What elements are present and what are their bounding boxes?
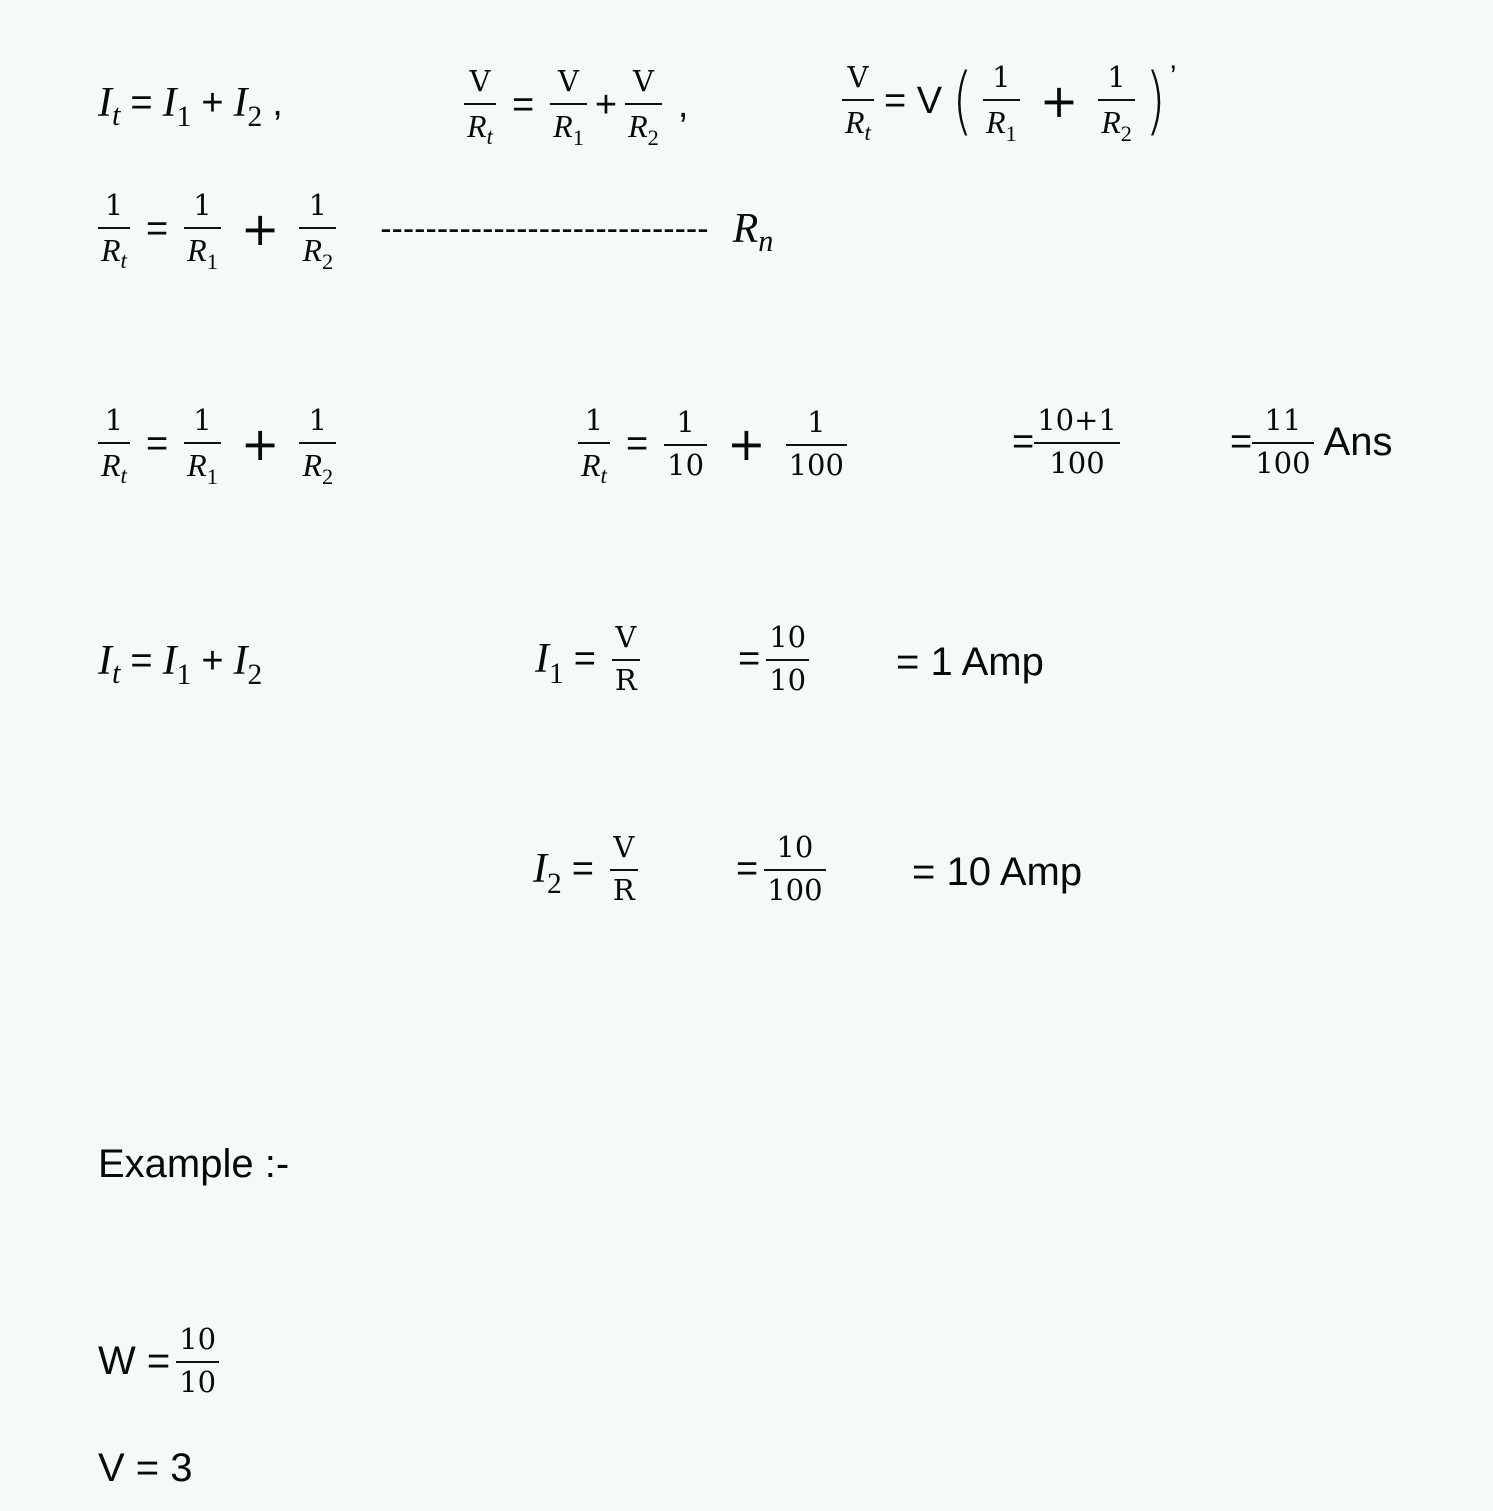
operator: = (130, 640, 153, 682)
answer-label: Ans (1323, 420, 1393, 465)
fraction: $\frac{1}{R_t}$ (578, 405, 610, 483)
operator: = (1012, 421, 1035, 464)
row1-voltage-ratio (458, 64, 698, 150)
operator: = (738, 638, 761, 681)
row5-i2-formula (533, 832, 644, 907)
row5-i2-value (736, 832, 832, 907)
operator: = (1230, 421, 1253, 464)
row4-current-sum (98, 638, 263, 692)
comma: , (677, 84, 689, 127)
row3-combined (1012, 405, 1126, 480)
row3-reciprocal-sum (92, 403, 342, 489)
row4-i1-formula (535, 622, 646, 697)
row5-i2-result (912, 852, 1082, 892)
fraction: $\frac{1}{R_2}$ (1098, 62, 1135, 140)
fraction: $\frac{1}{R_t}$ (98, 190, 130, 268)
row4-i1-value (738, 622, 815, 697)
fraction: $\frac{10+1}{100}$ (1034, 405, 1120, 480)
w-label: W = (98, 1339, 171, 1384)
operator: + (727, 417, 766, 472)
fraction: $\frac{1}{R_t}$ (98, 405, 130, 483)
fraction: $\frac{1}{R_1}$ (184, 405, 221, 483)
row2-reciprocal-sum (92, 188, 774, 274)
v-label: V = 3 (98, 1446, 193, 1490)
result-text: = 1 Amp (896, 640, 1044, 684)
fraction: $\frac{10}{10}$ (766, 622, 809, 697)
operator: = (625, 423, 649, 466)
symbol: $I_2$ (233, 80, 263, 134)
operator: + (1039, 74, 1079, 129)
operator: = (573, 638, 596, 681)
symbol: $I_1$ (162, 638, 192, 692)
fraction: $\frac{V}{R_t}$ (842, 62, 874, 140)
fraction: $\frac{V}{R_1}$ (550, 66, 587, 144)
fraction: $\frac{1}{100}$ (786, 407, 847, 482)
symbol: $I_2$ (233, 638, 263, 692)
fraction: $\frac{V}{R_t}$ (464, 66, 496, 144)
row1-factored (836, 58, 1177, 146)
symbol: $I_t$ (98, 80, 121, 133)
left-paren: ( (952, 58, 973, 145)
fraction: $\frac{1}{10}$ (664, 407, 707, 482)
fraction: $\frac{11}{100}$ (1252, 405, 1313, 480)
row4-i1-result (896, 642, 1044, 682)
fraction: $\frac{10}{10}$ (176, 1324, 219, 1399)
row3-answer (1230, 405, 1393, 480)
operator: = (736, 848, 759, 891)
symbol: $R_n$ (732, 206, 774, 259)
fraction: $\frac{1}{R_2}$ (299, 405, 336, 483)
symbol: $I_2$ (533, 846, 562, 900)
fraction: $\frac{V}{R}$ (610, 832, 638, 907)
v-equation (98, 1448, 193, 1488)
operator: + (594, 84, 618, 127)
row3-substituted (572, 403, 853, 488)
operator: + (201, 640, 224, 682)
example-heading (98, 1144, 289, 1184)
example-label: Example :- (98, 1142, 290, 1186)
symbol: $I_t$ (98, 638, 121, 691)
result-text: = 10 Amp (912, 850, 1083, 894)
dashes: ----------------------------- (380, 210, 709, 249)
fraction: $\frac{V}{R_2}$ (625, 66, 662, 144)
row1-current-sum (98, 80, 293, 134)
fraction: $\frac{10}{100}$ (764, 832, 825, 907)
operator: = (130, 82, 153, 124)
operator: = V (883, 80, 943, 123)
symbol: $I_1$ (535, 636, 564, 690)
fraction: $\frac{1}{R_1}$ (184, 190, 221, 268)
fraction: $\frac{1}{R_1}$ (983, 62, 1020, 140)
operator: = (511, 84, 535, 127)
fraction: $\frac{V}{R}$ (612, 622, 640, 697)
right-paren: ) (1145, 58, 1166, 145)
fraction: $\frac{1}{R_2}$ (299, 190, 336, 268)
w-equation (98, 1324, 225, 1399)
operator: + (240, 417, 280, 472)
comma: , (272, 82, 283, 124)
operator: = (145, 208, 169, 251)
operator: + (240, 202, 280, 257)
operator: = (571, 848, 594, 891)
operator: + (201, 82, 224, 124)
symbol: $I_1$ (162, 80, 192, 134)
prime: ’ (1169, 60, 1177, 93)
operator: = (145, 423, 169, 466)
